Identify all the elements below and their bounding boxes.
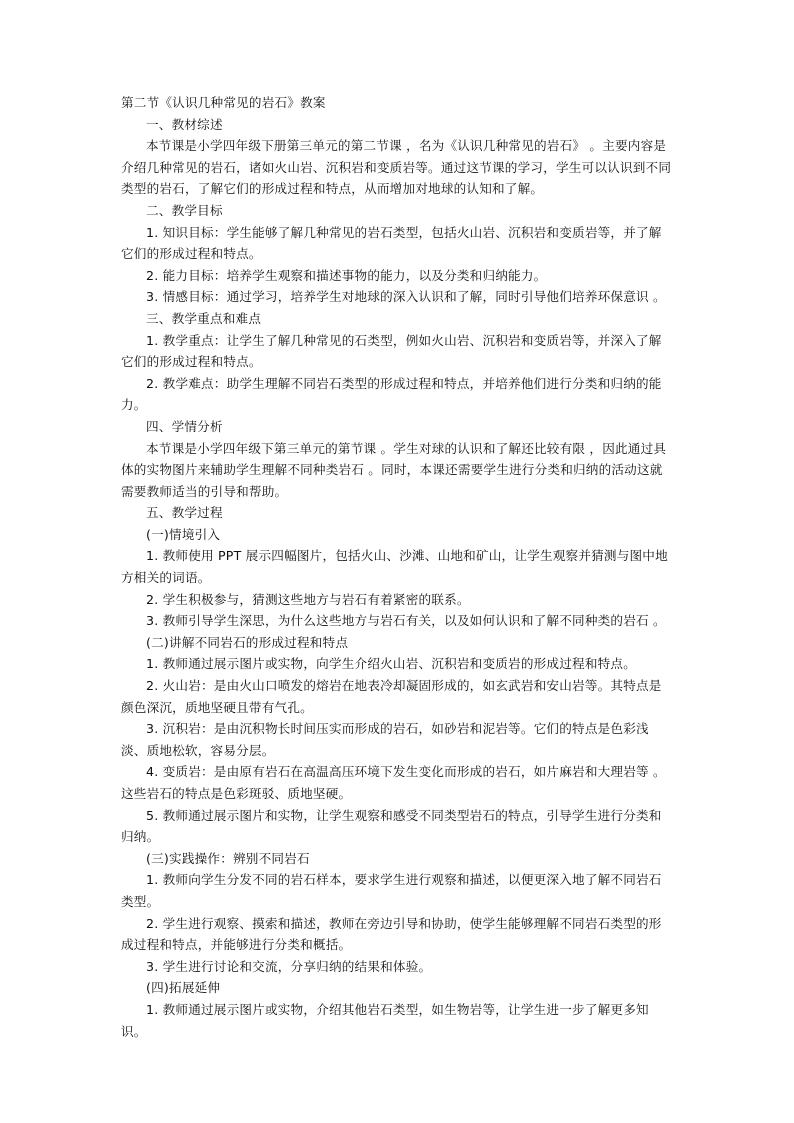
paragraph: 3. 教师引导学生深思，为什么这些地方与岩石有关，以及如何认识和了解不同种类的岩石 。 (146, 613, 666, 629)
subsection-heading: (三)实践操作：辨别不同岩石 (146, 850, 310, 866)
section-heading: 五、教学过程 (146, 505, 223, 521)
paragraph: 3. 学生进行讨论和交流，分享归纳的结果和体验。 (146, 958, 432, 974)
paragraph: 2. 能力目标：培养学生观察和描述事物的能力，以及分类和归纳能力。 (146, 267, 547, 283)
section-heading: 三、教学重点和难点 (146, 310, 262, 326)
paragraph: 2. 火山岩：是由火山口喷发的熔岩在地表冷却凝固形成的，如玄武岩和安山岩等。其特点是颜色深沉，质地坚硬且带有气孔。 (121, 678, 662, 715)
paragraph: 1. 教师通过展示图片或实物，介绍其他岩石类型，如生物岩等，让学生进一步了解更多知识。 (121, 1001, 649, 1039)
section-heading: 一、教材综述 (146, 116, 223, 132)
paragraph: 1. 教师使用 PPT 展示四幅图片，包括火山、沙滩、山地和矿山，让学生观察并猜测与图中地方相关的词语。 (121, 548, 668, 586)
subsection-heading: (二)讲解不同岩石的形成过程和特点 (146, 634, 349, 650)
paragraph: 2. 教学难点：助学生理解不同岩石类型的形成过程和特点，并培养他们进行分类和归纳的能力。 (121, 375, 662, 413)
paragraph: 3. 沉积岩：是由沉积物长时间压实而形成的岩石，如砂岩和泥岩等。它们的特点是色彩浅淡、质地松软，容易分层。 (121, 721, 649, 758)
subsection-heading: (一)情境引入 (146, 526, 221, 542)
paragraph: 1. 教学重点：让学生了解几种常见的石类型，例如火山岩、沉积岩和变质岩等，并深入了解它们的形成过程和特点。 (121, 332, 662, 370)
document-body (121, 92, 673, 1042)
paragraph: 3. 情感目标：通过学习，培养学生对地球的深入认识和了解，同时引导他们培养环保意识 。 (146, 289, 666, 305)
paragraph: 5. 教师通过展示图片和实物，让学生观察和感受不同类型岩石的特点，引导学生进行分类和归纳。 (121, 807, 662, 845)
paragraph: 2. 学生积极参与，猜测这些地方与岩石有着紧密的联系。 (146, 591, 470, 607)
paragraph: 1. 教师通过展示图片或实物，向学生介绍火山岩、沉积岩和变质岩的形成过程和特点。 (146, 656, 636, 672)
paragraph: 1. 教师向学生分发不同的岩石样本，要求学生进行观察和描述，以便更深入地了解不同岩石类型。 (121, 872, 662, 909)
paragraph: 本节课是小学四年级下册第三单元的第二节课 ，名为《认识几种常见的岩石》 。主要内容是介绍几种常见的岩石，诸如火山岩、沉积岩和变质岩等。通过这节课的学习，学生可以认识到不同类型的岩石，了解它们的形成过程和特点，从而增加对地球的认知和了解。 (121, 138, 672, 197)
paragraph: 4. 变质岩：是由原有岩石在高温高压环境下发生变化而形成的岩石，如片麻岩和大理岩等 。这些岩石的特点是色彩斑驳、质地坚硬。 (121, 764, 666, 801)
paragraph: 2. 学生进行观察、摸索和描述，教师在旁边引导和协助，使学生能够理解不同岩石类型的形成过程和特点，并能够进行分类和概括。 (121, 915, 662, 953)
section-heading: 二、教学目标 (146, 202, 223, 218)
paragraph: 本节课是小学四年级下第三单元的第节课 。学生对球的认识和了解还比较有限 ，因此通过具体的实物图片来辅助学生理解不同种类岩石 。同时，本课还需要学生进行分类和归纳的活动这就需要教师适当的引导和帮助。 (121, 440, 667, 499)
document-title: 第二节《认识几种常见的岩石》教案 (121, 95, 326, 110)
paragraph: 1. 知识目标：学生能够了解几种常见的岩石类型，包括火山岩、沉积岩和变质岩等，并了解它们的形成过程和特点。 (121, 224, 662, 262)
section-heading: 四、学情分析 (146, 418, 223, 434)
subsection-heading: (四)拓展延伸 (146, 980, 221, 996)
